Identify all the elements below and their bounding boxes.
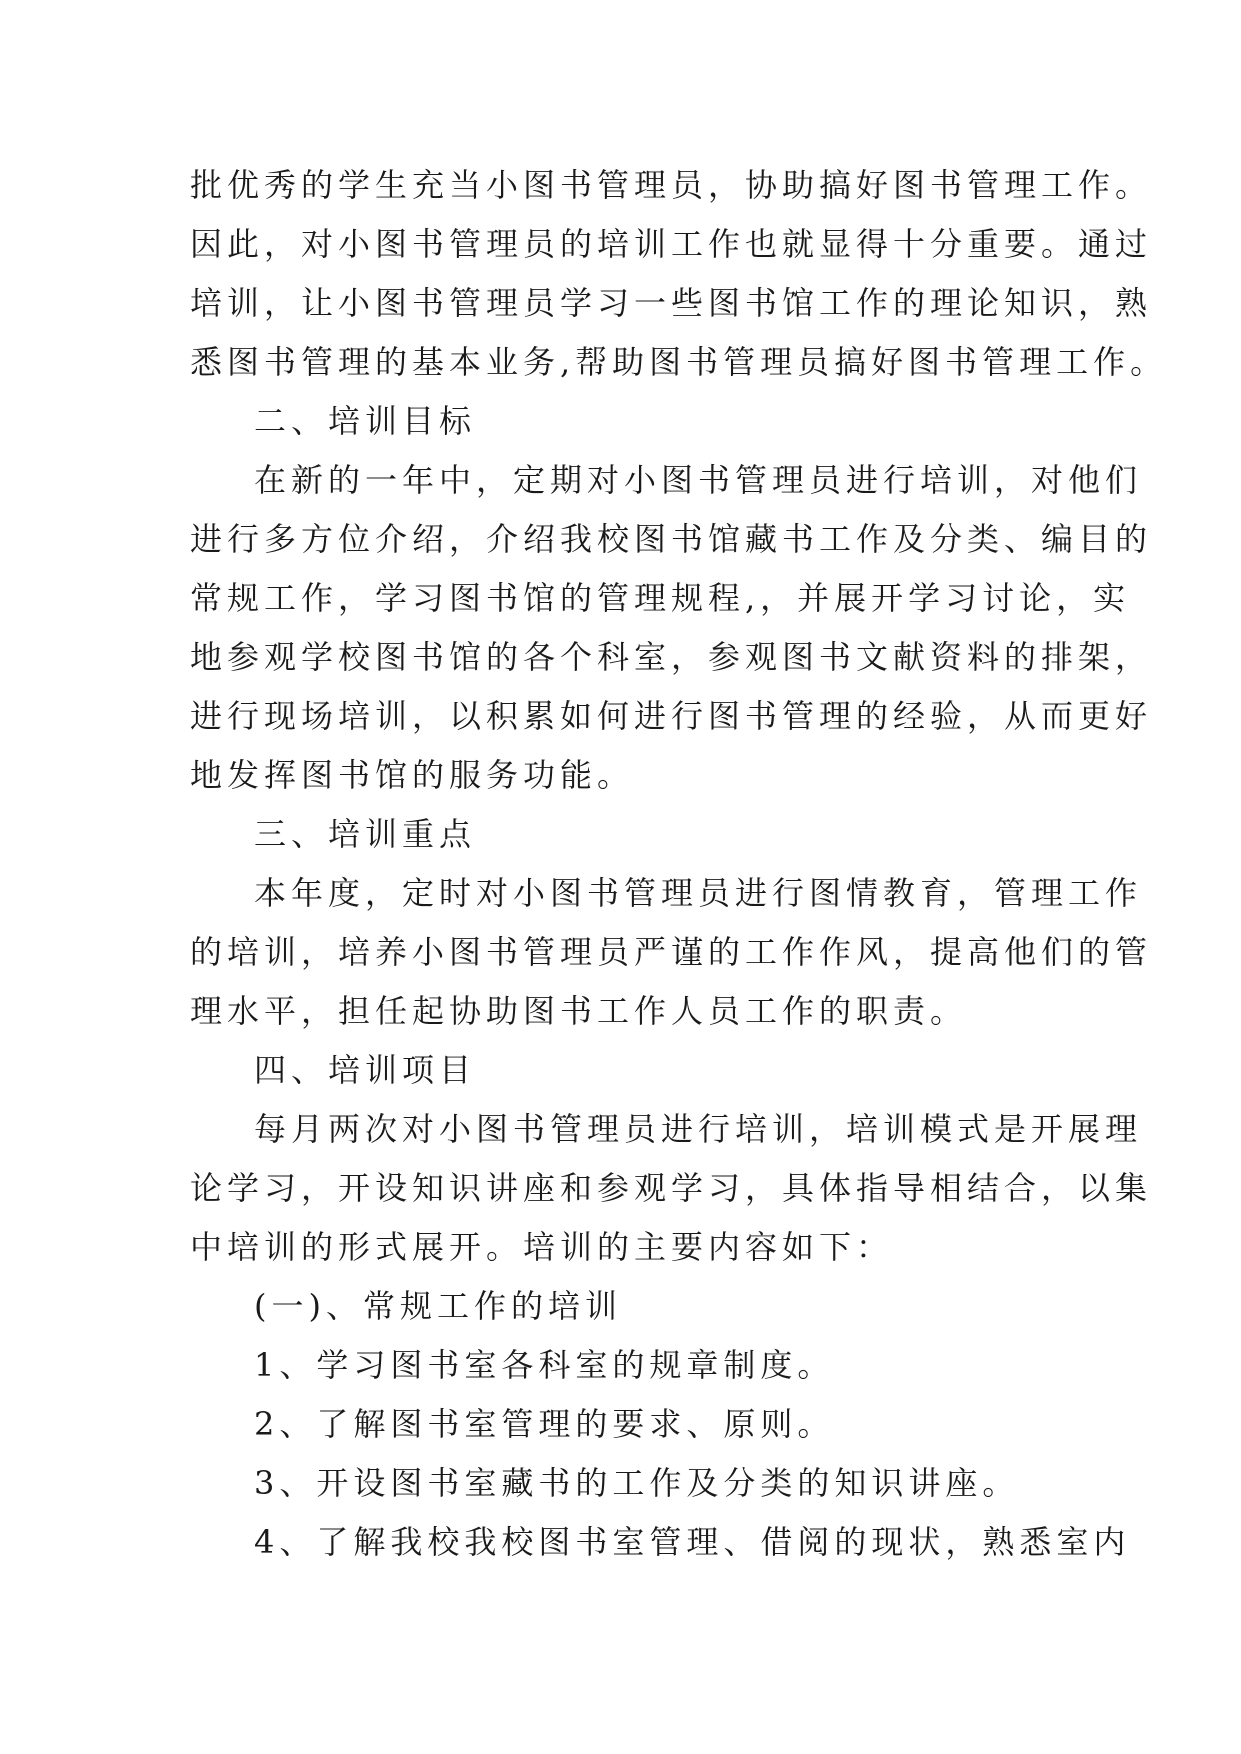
paragraph-line: 常规工作，学习图书馆的管理规程,，并展开学习讨论，实: [190, 579, 1131, 617]
document-body: [190, 156, 1168, 1572]
paragraph-line: 培训，让小图书管理员学习一些图书馆工作的理论知识，熟: [190, 284, 1153, 322]
paragraph-line: 批优秀的学生充当小图书管理员，协助搞好图书管理工作。: [190, 166, 1153, 204]
paragraph-line-indented: 四、培训项目: [254, 1051, 477, 1089]
paragraph-line: 地发挥图书馆的服务功能。: [190, 756, 635, 794]
paragraph-line-indented: (一)、常规工作的培训: [254, 1287, 622, 1325]
paragraph-line-indented: 1、学习图书室各科室的规章制度。: [254, 1346, 835, 1384]
paragraph-line: 中培训的形式展开。培训的主要内容如下：: [190, 1228, 894, 1266]
paragraph-line: 进行现场培训，以积累如何进行图书管理的经验，从而更好: [190, 697, 1153, 735]
paragraph-line: 悉图书管理的基本业务,帮助图书管理员搞好图书管理工作。: [190, 343, 1168, 381]
paragraph-line: 理水平，担任起协助图书工作人员工作的职责。: [190, 992, 968, 1030]
paragraph-line-indented: 二、培训目标: [254, 402, 477, 440]
paragraph-line: 进行多方位介绍，介绍我校图书馆藏书工作及分类、编目的: [190, 520, 1153, 558]
paragraph-line-indented: 2、了解图书室管理的要求、原则。: [254, 1405, 835, 1443]
paragraph-line: 因此，对小图书管理员的培训工作也就显得十分重要。通过: [190, 225, 1153, 263]
paragraph-line-indented: 三、培训重点: [254, 815, 477, 853]
paragraph-line-indented: 每月两次对小图书管理员进行培训，培训模式是开展理: [254, 1110, 1143, 1148]
paragraph-line-indented: 3、开设图书室藏书的工作及分类的知识讲座。: [254, 1464, 1020, 1502]
paragraph-line: 的培训，培养小图书管理员严谨的工作作风，提高他们的管: [190, 933, 1153, 971]
paragraph-line: 论学习，开设知识讲座和参观学习，具体指导相结合，以集: [190, 1169, 1153, 1207]
paragraph-line-indented: 4、了解我校我校图书室管理、借阅的现状，熟悉室内: [254, 1523, 1131, 1561]
paragraph-line-indented: 本年度，定时对小图书管理员进行图情教育，管理工作: [254, 874, 1143, 912]
paragraph-line: 地参观学校图书馆的各个科室，参观图书文献资料的排架，: [190, 638, 1153, 676]
paragraph-line-indented: 在新的一年中，定期对小图书管理员进行培训，对他们: [254, 461, 1143, 499]
